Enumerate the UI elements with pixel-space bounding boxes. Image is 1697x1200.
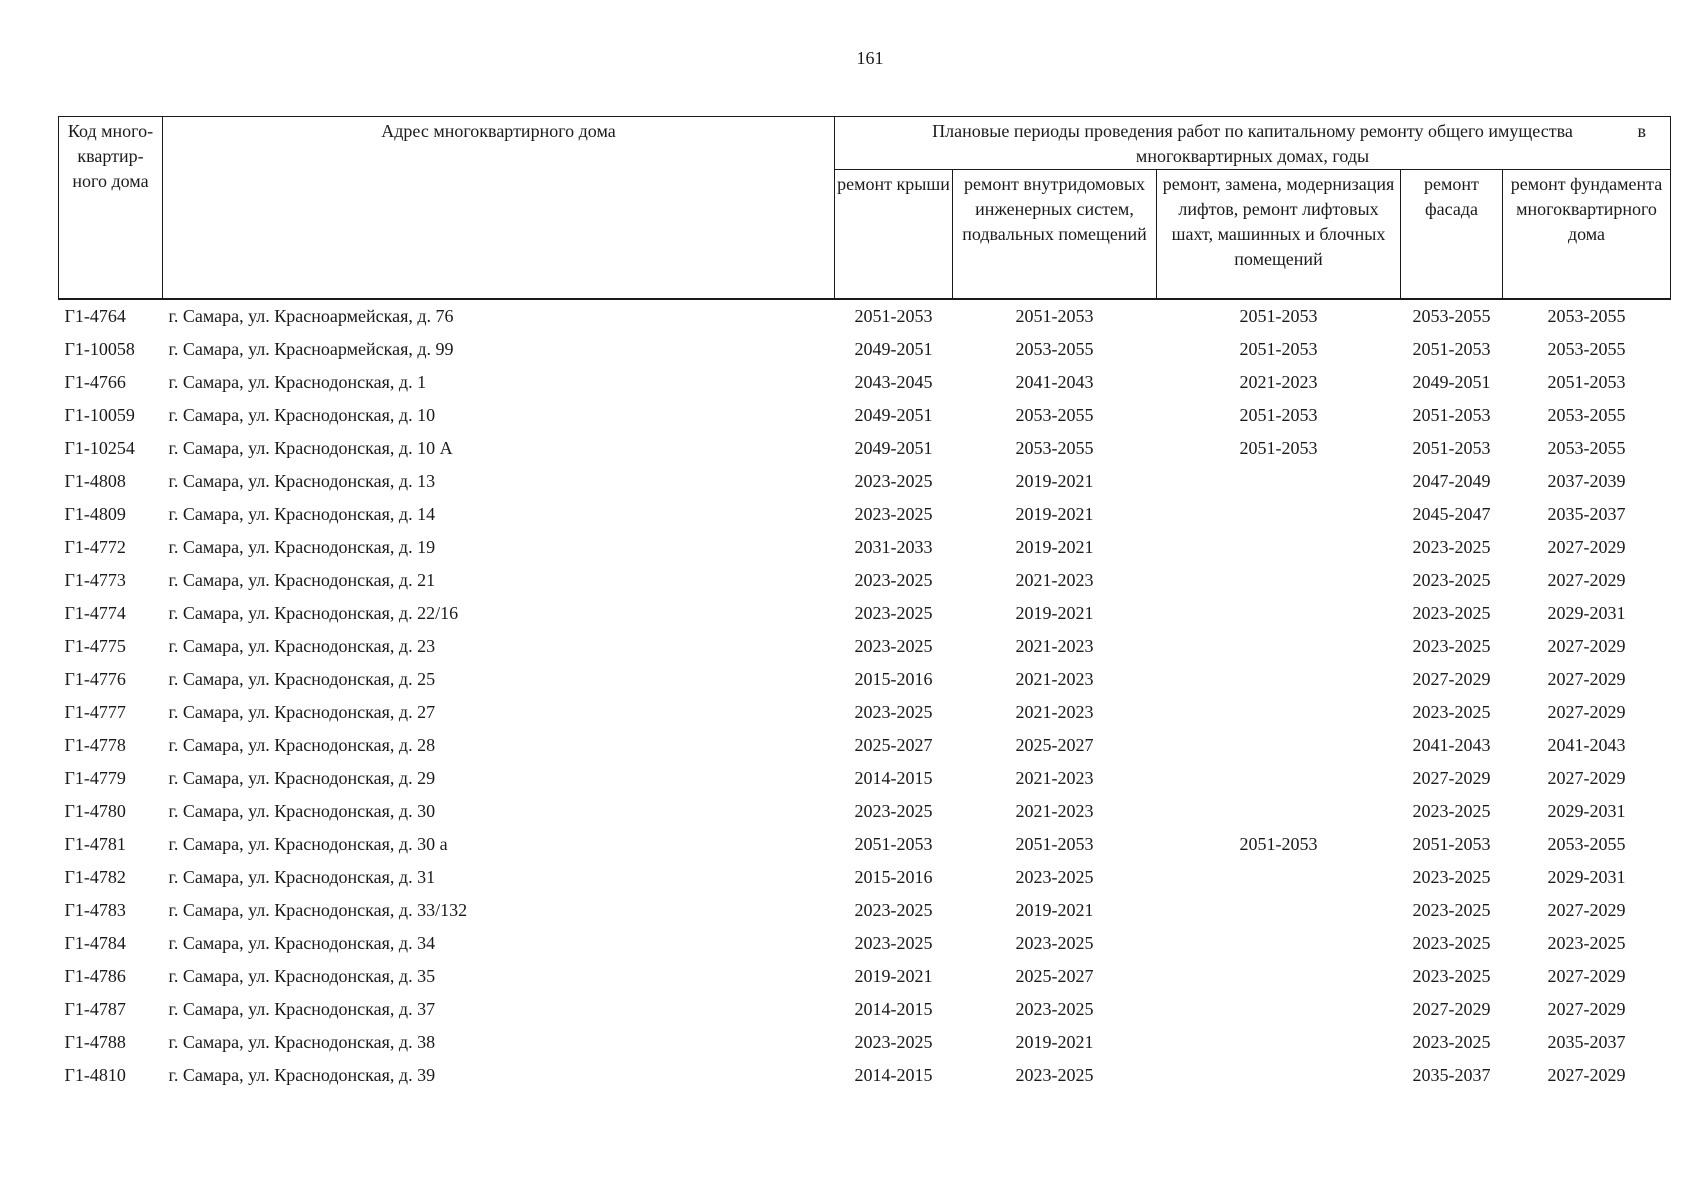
table-row [59,795,1671,828]
cell-foundation: 2027-2029 [1547,570,1626,590]
cell-facade: 2023-2025 [1412,933,1491,953]
table-row [59,696,1671,729]
table-row [59,729,1671,762]
cell-address: г. Самара, ул. Краснодонская, д. 28 [168,735,436,755]
cell-lifts: 2051-2053 [1239,405,1318,425]
table-row [59,993,1671,1026]
table-row [59,1059,1671,1092]
cell-facade: 2023-2025 [1412,801,1491,821]
cell-foundation: 2027-2029 [1547,999,1626,1019]
cell-lifts [1157,927,1401,960]
cell-foundation: 2029-2031 [1547,867,1626,887]
cell-address: г. Самара, ул. Краснодонская, д. 29 [168,768,436,788]
cell-facade: 2027-2029 [1412,669,1491,689]
cell-lifts [1157,696,1401,729]
table-row [59,960,1671,993]
cell-code: Г1-4776 [64,669,126,689]
cell-systems: 2051-2053 [1015,834,1094,854]
cell-code: Г1-10058 [64,339,135,359]
table-row [59,498,1671,531]
cell-systems: 2019-2021 [1015,900,1094,920]
cell-lifts [1157,597,1401,630]
cell-foundation: 2027-2029 [1547,669,1626,689]
cell-code: Г1-4783 [64,900,126,920]
cell-foundation: 2041-2043 [1547,735,1626,755]
cell-foundation: 2027-2029 [1547,1065,1626,1085]
cell-roof: 2023-2025 [854,471,933,491]
cell-lifts [1157,1026,1401,1059]
cell-systems: 2021-2023 [1015,702,1094,722]
cell-foundation: 2029-2031 [1547,603,1626,623]
cell-code: Г1-10059 [64,405,135,425]
table-row [59,299,1671,333]
cell-code: Г1-4779 [64,768,126,788]
cell-roof: 2023-2025 [854,570,933,590]
cell-systems: 2021-2023 [1015,768,1094,788]
cell-systems: 2053-2055 [1015,339,1094,359]
cell-roof: 2031-2033 [854,537,933,557]
table-row [59,630,1671,663]
cell-foundation: 2037-2039 [1547,471,1626,491]
header-address: Адрес многоквартирного дома [163,117,835,300]
header-roof: ремонт крыши [835,170,953,300]
cell-address: г. Самара, ул. Краснодонская, д. 19 [168,537,436,557]
cell-facade: 2023-2025 [1412,1032,1491,1052]
cell-facade: 2049-2051 [1412,372,1491,392]
cell-roof: 2049-2051 [854,405,933,425]
cell-roof: 2023-2025 [854,1032,933,1052]
cell-code: Г1-4787 [64,999,126,1019]
cell-roof: 2023-2025 [854,900,933,920]
header-code: Код много-квартир-ного дома [59,117,163,300]
cell-code: Г1-4788 [64,1032,126,1052]
cell-lifts [1157,795,1401,828]
cell-roof: 2049-2051 [854,339,933,359]
cell-lifts [1157,663,1401,696]
table-row [59,465,1671,498]
cell-facade: 2023-2025 [1412,900,1491,920]
cell-roof: 2023-2025 [854,702,933,722]
cell-code: Г1-4764 [64,306,126,326]
cell-code: Г1-4810 [64,1065,126,1085]
cell-facade: 2023-2025 [1412,603,1491,623]
cell-address: г. Самара, ул. Краснодонская, д. 14 [168,504,436,524]
header-foundation: ремонт фундамента многоквартирного дома [1503,170,1671,300]
cell-lifts [1157,531,1401,564]
cell-code: Г1-4774 [64,603,126,623]
table-row [59,828,1671,861]
cell-facade: 2051-2053 [1412,405,1491,425]
cell-roof: 2025-2027 [854,735,933,755]
cell-systems: 2023-2025 [1015,933,1094,953]
cell-facade: 2051-2053 [1412,438,1491,458]
cell-systems: 2023-2025 [1015,867,1094,887]
cell-systems: 2025-2027 [1015,966,1094,986]
header-group-line2: многоквартирных домах, годы [1135,146,1370,166]
cell-lifts [1157,630,1401,663]
table-row [59,564,1671,597]
cell-roof: 2014-2015 [854,1065,933,1085]
cell-code: Г1-4782 [64,867,126,887]
table-row [59,432,1671,465]
cell-foundation: 2027-2029 [1547,537,1626,557]
cell-roof: 2023-2025 [854,504,933,524]
cell-facade: 2023-2025 [1412,537,1491,557]
cell-code: Г1-4775 [64,636,126,656]
cell-facade: 2045-2047 [1412,504,1491,524]
cell-roof: 2049-2051 [854,438,933,458]
cell-address: г. Самара, ул. Краснодонская, д. 38 [168,1032,436,1052]
cell-roof: 2014-2015 [854,768,933,788]
header-facade: ремонт фасада [1401,170,1503,300]
cell-systems: 2019-2021 [1015,537,1094,557]
cell-foundation: 2029-2031 [1547,801,1626,821]
cell-facade: 2041-2043 [1412,735,1491,755]
table-row [59,366,1671,399]
cell-code: Г1-4784 [64,933,126,953]
table-row [59,894,1671,927]
cell-lifts [1157,894,1401,927]
cell-facade: 2023-2025 [1412,867,1491,887]
cell-address: г. Самара, ул. Краснодонская, д. 21 [168,570,436,590]
cell-facade: 2023-2025 [1412,966,1491,986]
table-row [59,399,1671,432]
table-header [59,117,1671,300]
cell-systems: 2051-2053 [1015,306,1094,326]
cell-lifts [1157,564,1401,597]
cell-foundation: 2027-2029 [1547,900,1626,920]
cell-code: Г1-4809 [64,504,126,524]
cell-foundation: 2053-2055 [1547,339,1626,359]
cell-address: г. Самара, ул. Краснодонская, д. 23 [168,636,436,656]
table-row [59,861,1671,894]
cell-lifts [1157,993,1401,1026]
cell-facade: 2053-2055 [1412,306,1491,326]
cell-address: г. Самара, ул. Краснодонская, д. 30 [168,801,436,821]
cell-roof: 2015-2016 [854,669,933,689]
cell-systems: 2019-2021 [1015,603,1094,623]
cell-address: г. Самара, ул. Краснодонская, д. 22/16 [168,603,459,623]
cell-systems: 2021-2023 [1015,669,1094,689]
cell-lifts [1157,960,1401,993]
cell-lifts [1157,861,1401,894]
cell-systems: 2025-2027 [1015,735,1094,755]
table-row [59,1026,1671,1059]
cell-lifts [1157,762,1401,795]
table-body [59,299,1671,1092]
table-row [59,927,1671,960]
cell-facade: 2027-2029 [1412,768,1491,788]
cell-code: Г1-4773 [64,570,126,590]
cell-lifts [1157,729,1401,762]
cell-foundation: 2053-2055 [1547,405,1626,425]
cell-facade: 2051-2053 [1412,834,1491,854]
cell-code: Г1-10254 [64,438,135,458]
cell-address: г. Самара, ул. Красноармейская, д. 76 [168,306,454,326]
header-systems: ремонт внутридомовых инженерных систем, подвальных помещений [953,170,1157,300]
cell-lifts: 2021-2023 [1239,372,1318,392]
cell-facade: 2023-2025 [1412,570,1491,590]
cell-roof: 2015-2016 [854,867,933,887]
table-row [59,531,1671,564]
cell-foundation: 2053-2055 [1547,438,1626,458]
cell-systems: 2023-2025 [1015,1065,1094,1085]
header-group-main: Плановые периоды проведения работ по капитальному ремонту общего имущества [932,121,1573,141]
cell-address: г. Самара, ул. Краснодонская, д. 37 [168,999,436,1019]
cell-facade: 2023-2025 [1412,636,1491,656]
repair-schedule-table-wrap [58,116,1670,1092]
table-row [59,597,1671,630]
cell-roof: 2043-2045 [854,372,933,392]
cell-code: Г1-4766 [64,372,126,392]
cell-address: г. Самара, ул. Краснодонская, д. 27 [168,702,436,722]
cell-address: г. Самара, ул. Краснодонская, д. 30 а [168,834,448,854]
cell-foundation: 2053-2055 [1547,834,1626,854]
cell-address: г. Самара, ул. Краснодонская, д. 33/132 [168,900,468,920]
cell-code: Г1-4808 [64,471,126,491]
cell-facade: 2023-2025 [1412,702,1491,722]
cell-roof: 2051-2053 [854,834,933,854]
cell-systems: 2053-2055 [1015,405,1094,425]
cell-systems: 2021-2023 [1015,570,1094,590]
table-row [59,663,1671,696]
cell-foundation: 2027-2029 [1547,702,1626,722]
cell-code: Г1-4781 [64,834,126,854]
cell-facade: 2035-2037 [1412,1065,1491,1085]
cell-address: г. Самара, ул. Краснодонская, д. 39 [168,1065,436,1085]
cell-roof: 2023-2025 [854,801,933,821]
cell-lifts: 2051-2053 [1239,306,1318,326]
header-lifts: ремонт, замена, модернизация лифтов, ремонт лифтовых шахт, машинных и блочных помещений [1157,170,1401,300]
cell-systems: 2023-2025 [1015,999,1094,1019]
cell-address: г. Самара, ул. Краснодонская, д. 34 [168,933,436,953]
cell-facade: 2027-2029 [1412,999,1491,1019]
cell-roof: 2014-2015 [854,999,933,1019]
cell-foundation: 2027-2029 [1547,768,1626,788]
cell-lifts: 2051-2053 [1239,834,1318,854]
cell-roof: 2023-2025 [854,636,933,656]
cell-facade: 2051-2053 [1412,339,1491,359]
repair-schedule-table [58,116,1671,1092]
cell-address: г. Самара, ул. Краснодонская, д. 13 [168,471,436,491]
cell-systems: 2041-2043 [1015,372,1094,392]
cell-address: г. Самара, ул. Краснодонская, д. 31 [168,867,436,887]
cell-address: г. Самара, ул. Краснодонская, д. 10 [168,405,436,425]
cell-roof: 2019-2021 [854,966,933,986]
cell-foundation: 2035-2037 [1547,504,1626,524]
cell-code: Г1-4778 [64,735,126,755]
cell-code: Г1-4772 [64,537,126,557]
cell-systems: 2019-2021 [1015,1032,1094,1052]
cell-code: Г1-4780 [64,801,126,821]
header-group [835,117,1671,170]
cell-foundation: 2035-2037 [1547,1032,1626,1052]
cell-systems: 2021-2023 [1015,636,1094,656]
cell-address: г. Самара, ул. Краснодонская, д. 25 [168,669,436,689]
cell-roof: 2023-2025 [854,933,933,953]
cell-code: Г1-4777 [64,702,126,722]
cell-lifts: 2051-2053 [1239,438,1318,458]
cell-address: г. Самара, ул. Краснодонская, д. 10 А [168,438,453,458]
table-row [59,333,1671,366]
cell-lifts: 2051-2053 [1239,339,1318,359]
cell-address: г. Самара, ул. Краснодонская, д. 35 [168,966,436,986]
header-group-tail: в [1637,121,1647,141]
cell-lifts [1157,465,1401,498]
cell-systems: 2053-2055 [1015,438,1094,458]
cell-roof: 2023-2025 [854,603,933,623]
table-row [59,762,1671,795]
cell-facade: 2047-2049 [1412,471,1491,491]
cell-foundation: 2023-2025 [1547,933,1626,953]
cell-roof: 2051-2053 [854,306,933,326]
cell-address: г. Самара, ул. Краснодонская, д. 1 [168,372,427,392]
cell-systems: 2021-2023 [1015,801,1094,821]
cell-foundation: 2053-2055 [1547,306,1626,326]
cell-address: г. Самара, ул. Красноармейская, д. 99 [168,339,454,359]
cell-systems: 2019-2021 [1015,504,1094,524]
cell-lifts [1157,1059,1401,1092]
cell-foundation: 2027-2029 [1547,636,1626,656]
cell-lifts [1157,498,1401,531]
cell-foundation: 2051-2053 [1547,372,1626,392]
cell-code: Г1-4786 [64,966,126,986]
page-number: 161 [856,48,884,68]
cell-foundation: 2027-2029 [1547,966,1626,986]
cell-systems: 2019-2021 [1015,471,1094,491]
